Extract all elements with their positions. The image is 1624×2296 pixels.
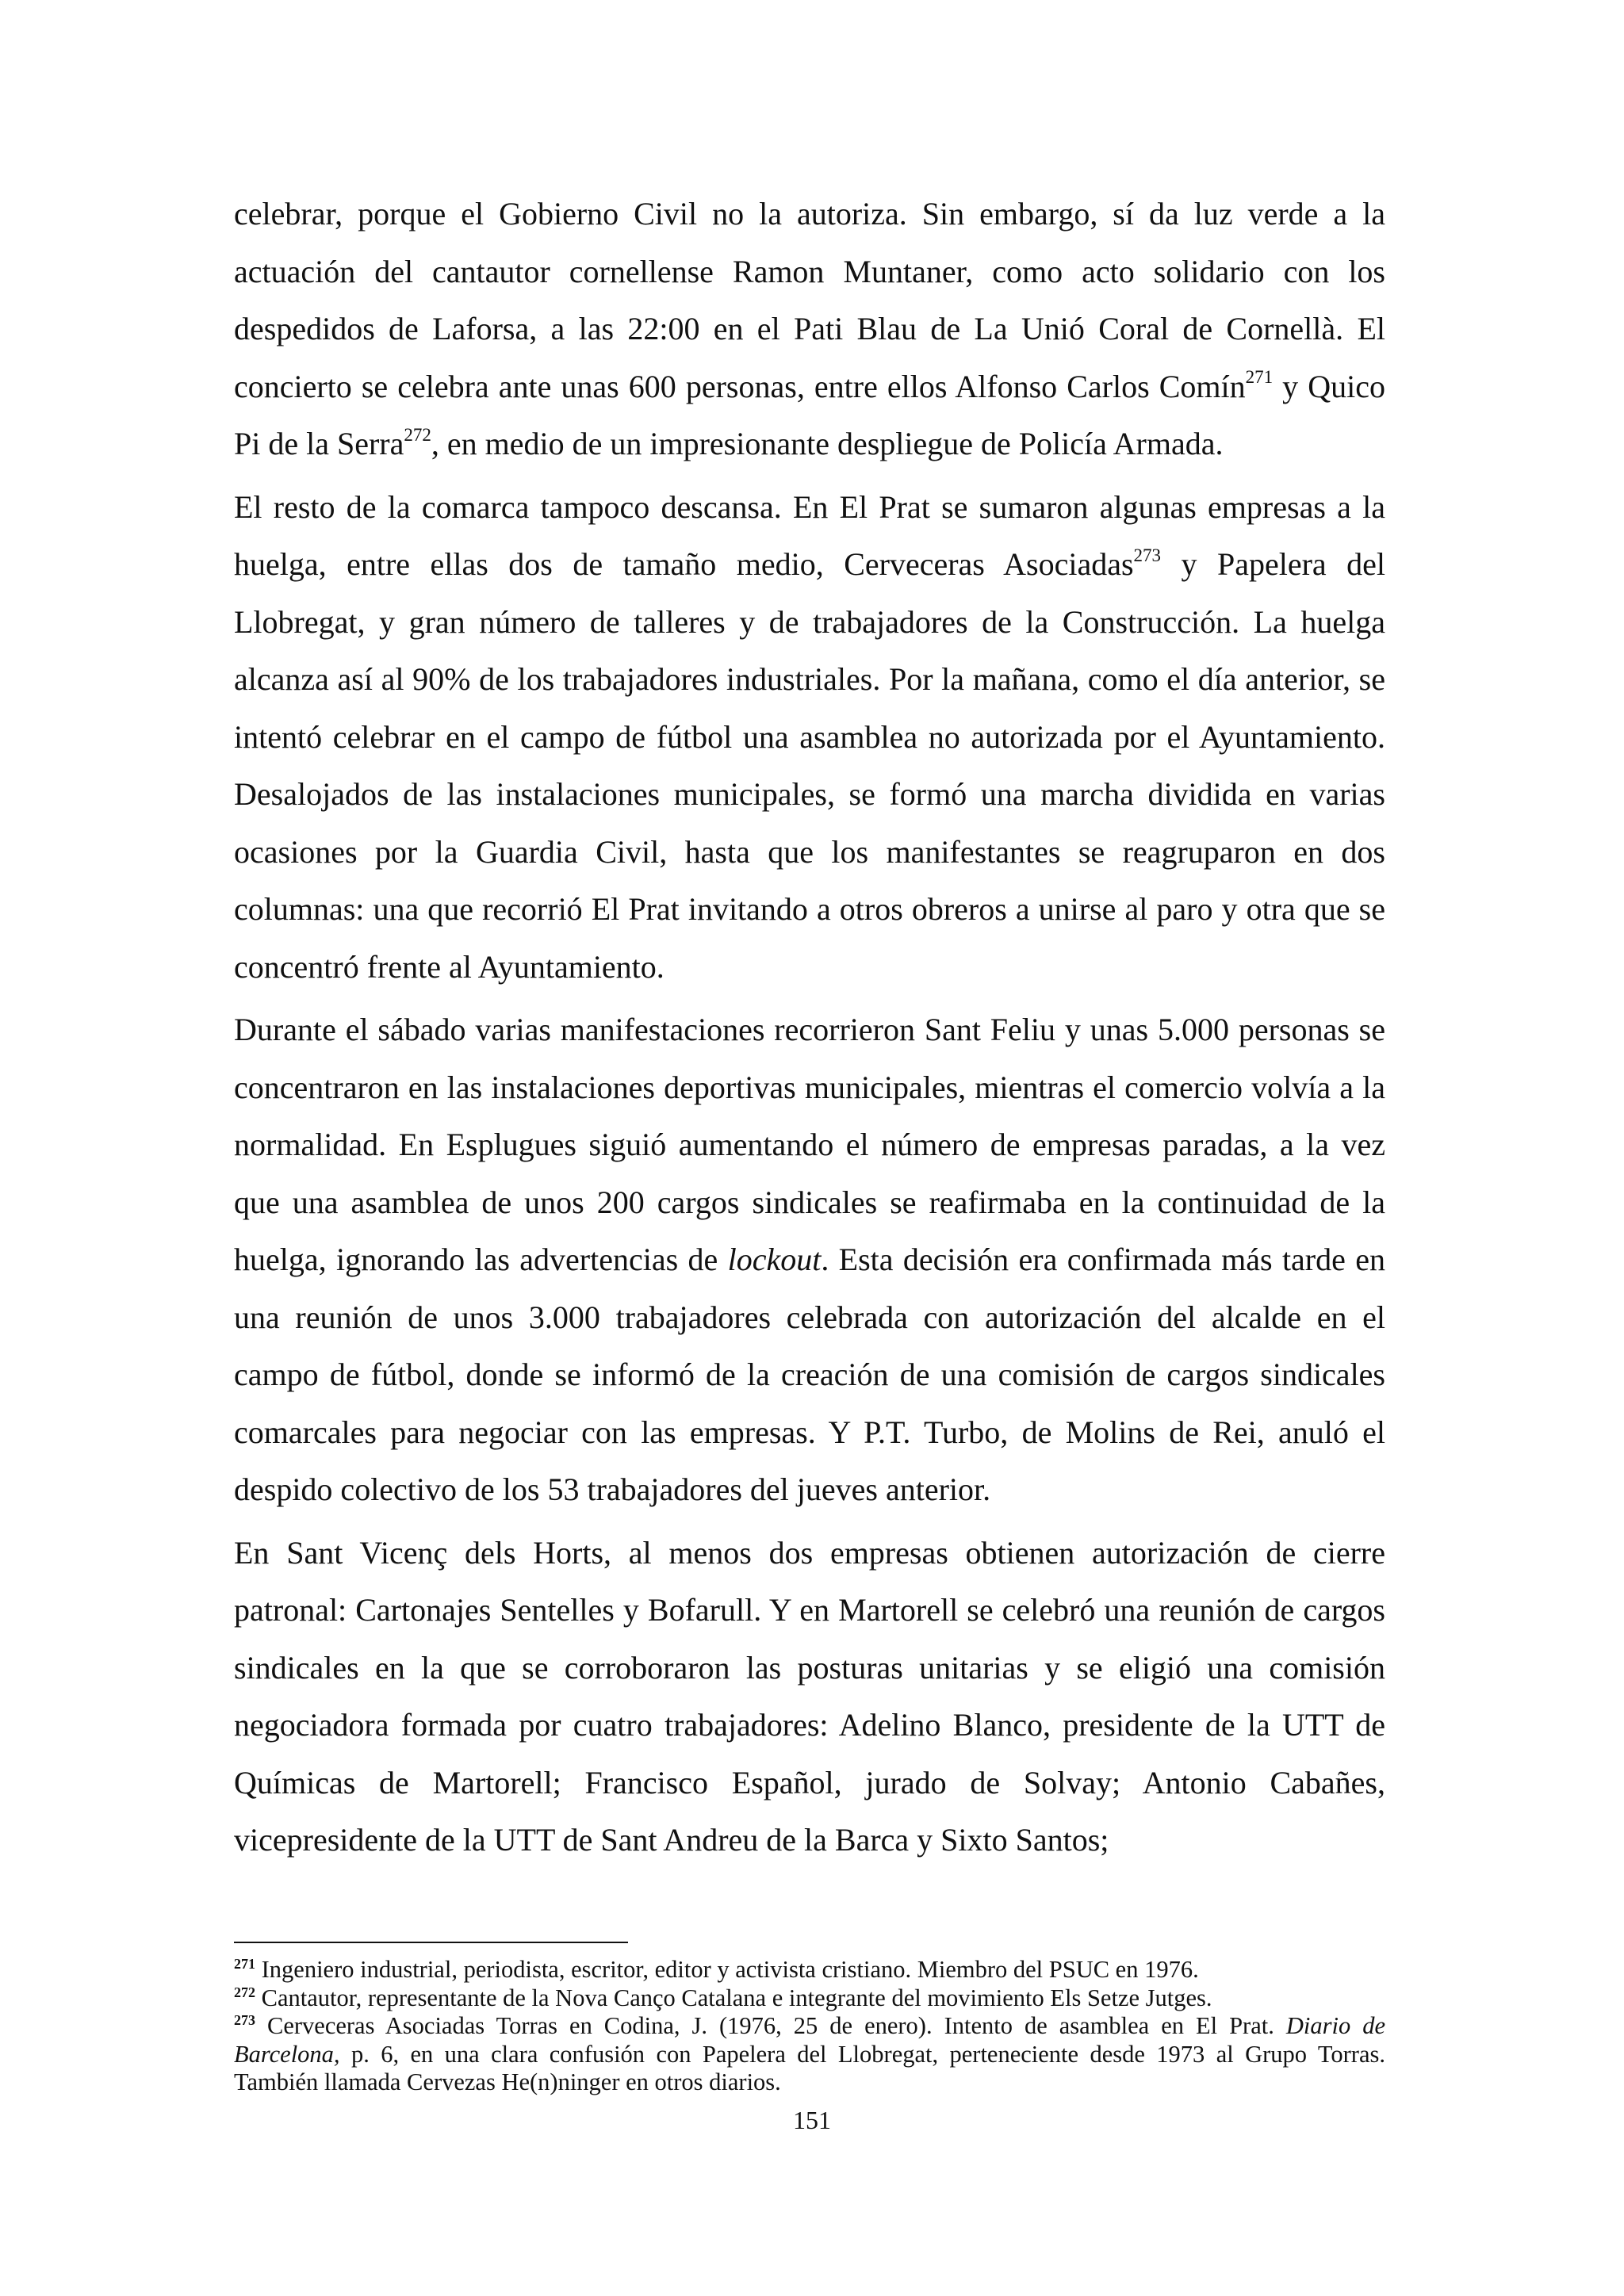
footnote-273	[234, 2012, 1385, 2097]
italic-term: lockout	[727, 1242, 822, 1277]
paragraph-text: En Sant Vicenç dels Horts, al menos dos empresas obtienen autorización de cierre patronal: Cartonajes Sentelles y Bofarull. Y en Martorell se celebró una reunión de cargos sindicales en la que se corroboraron las posturas unitarias y se eligió una comisión negociadora formada por cuatro trabajadores: Adelino Blanco, presidente de la UTT de Químicas de Martorell; Francisco Español, jurado de Solvay; Antonio Cabañes, vicepresidente de la UTT de Sant Andreu de la Barca y Sixto Santos;	[234, 1534, 1385, 1858]
paragraph-1	[234, 186, 1385, 473]
paragraph-text: celebrar, porque el Gobierno Civil no la autoriza. Sin embargo, sí da luz verde a la actuación del cantautor cornellense Ramon Muntaner, como acto solidario con los despedidos de Laforsa, a las 22:00 en el Pati Blau de La Unió Coral de Cornellà. El concierto se celebra ante unas 600 personas, entre ellos Alfonso Carlos Comín	[234, 196, 1385, 404]
footnote-ref-272[interactable]: 272	[404, 424, 431, 445]
paragraph-text: y Papelera del Llobregat, y gran número de talleres y de trabajadores de la Construcción. La huelga alcanza así al 90% de los trabajadores industriales. Por la mañana, como el día anterior, se intentó celebrar en el campo de fútbol una asamblea no autorizada por el Ayuntamiento. Desalojados de las instalaciones municipales, se formó una marcha dividida en varias ocasiones por la Guardia Civil, hasta que los manifestantes se reagruparon en dos columnas: una que recorrió El Prat invitando a otros obreros a unirse al paro y otra que se concentró frente al Ayuntamiento.	[234, 546, 1385, 985]
footnote-ref-273[interactable]: 273	[1133, 545, 1162, 565]
paragraph-2	[234, 479, 1385, 997]
paragraph-text: , en medio de un impresionante despliegue de Policía Armada.	[431, 426, 1224, 461]
paragraph-text: El resto de la comarca tampoco descansa. En El Prat se sumaron algunas empresas a la huelga, entre ellas dos de tamaño medio, Cerveceras Asociadas	[234, 488, 1385, 582]
footnote-text: Cantautor, representante de la Nova Canço Catalana e integrante del movimiento Els Setze Jutges.	[255, 1984, 1212, 2011]
footnote-number: 273	[234, 2011, 255, 2028]
footnotes	[234, 1956, 1385, 2097]
footnote-separator	[234, 1942, 628, 1943]
footnote-text: Cerveceras Asociadas Torras en Codina, J. (1976, 25 de enero). Intento de asamblea en El Prat.	[255, 2012, 1286, 2039]
footnote-italic-source: Diario de Barcelona,	[234, 2012, 1385, 2068]
footnote-number: 272	[234, 1984, 255, 2000]
footnote-text: Ingeniero industrial, periodista, escritor, editor y activista cristiano. Miembro del PSUC en 1976.	[255, 1956, 1199, 1983]
footnote-text: p. 6, en una clara confusión con Papelera del Llobregat, perteneciente desde 1973 al Grupo Torras. También llamada Cervezas He(n)ninger en otros diarios.	[234, 2040, 1385, 2095]
paragraph-text: y Quico Pi de la Serra	[234, 368, 1385, 461]
paragraph-text: Durante el sábado varias manifestaciones recorrieron Sant Feliu y unas 5.000 personas se concentraron en las instalaciones deportivas municipales, mientras el comercio volvía a la normalidad. En Esplugues siguió aumentando el número de empresas paradas, a la vez que una asamblea de unos 200 cargos sindicales se reafirmaba en la continuidad de la huelga, ignorando las advertencias de	[234, 1012, 1385, 1277]
paragraph-3	[234, 1001, 1385, 1519]
footnote-271	[234, 1956, 1385, 1984]
paragraph-4	[234, 1525, 1385, 1869]
paragraph-text: . Esta decisión era confirmada más tarde en una reunión de unos 3.000 trabajadores celebrada con autorización del alcalde en el campo de fútbol, donde se informó de la creación de una comisión de cargos sindicales comarcales para negociar con las empresas. Y P.T. Turbo, de Molins de Rei, anuló el despido colectivo de los 53 trabajadores del jueves anterior.	[234, 1242, 1385, 1507]
footnote-number: 271	[234, 1955, 255, 1972]
page-number: 151	[793, 2106, 831, 2134]
footnote-272	[234, 1984, 1385, 2013]
body-text	[234, 186, 1385, 1869]
footnote-ref-271[interactable]: 271	[1245, 367, 1274, 388]
